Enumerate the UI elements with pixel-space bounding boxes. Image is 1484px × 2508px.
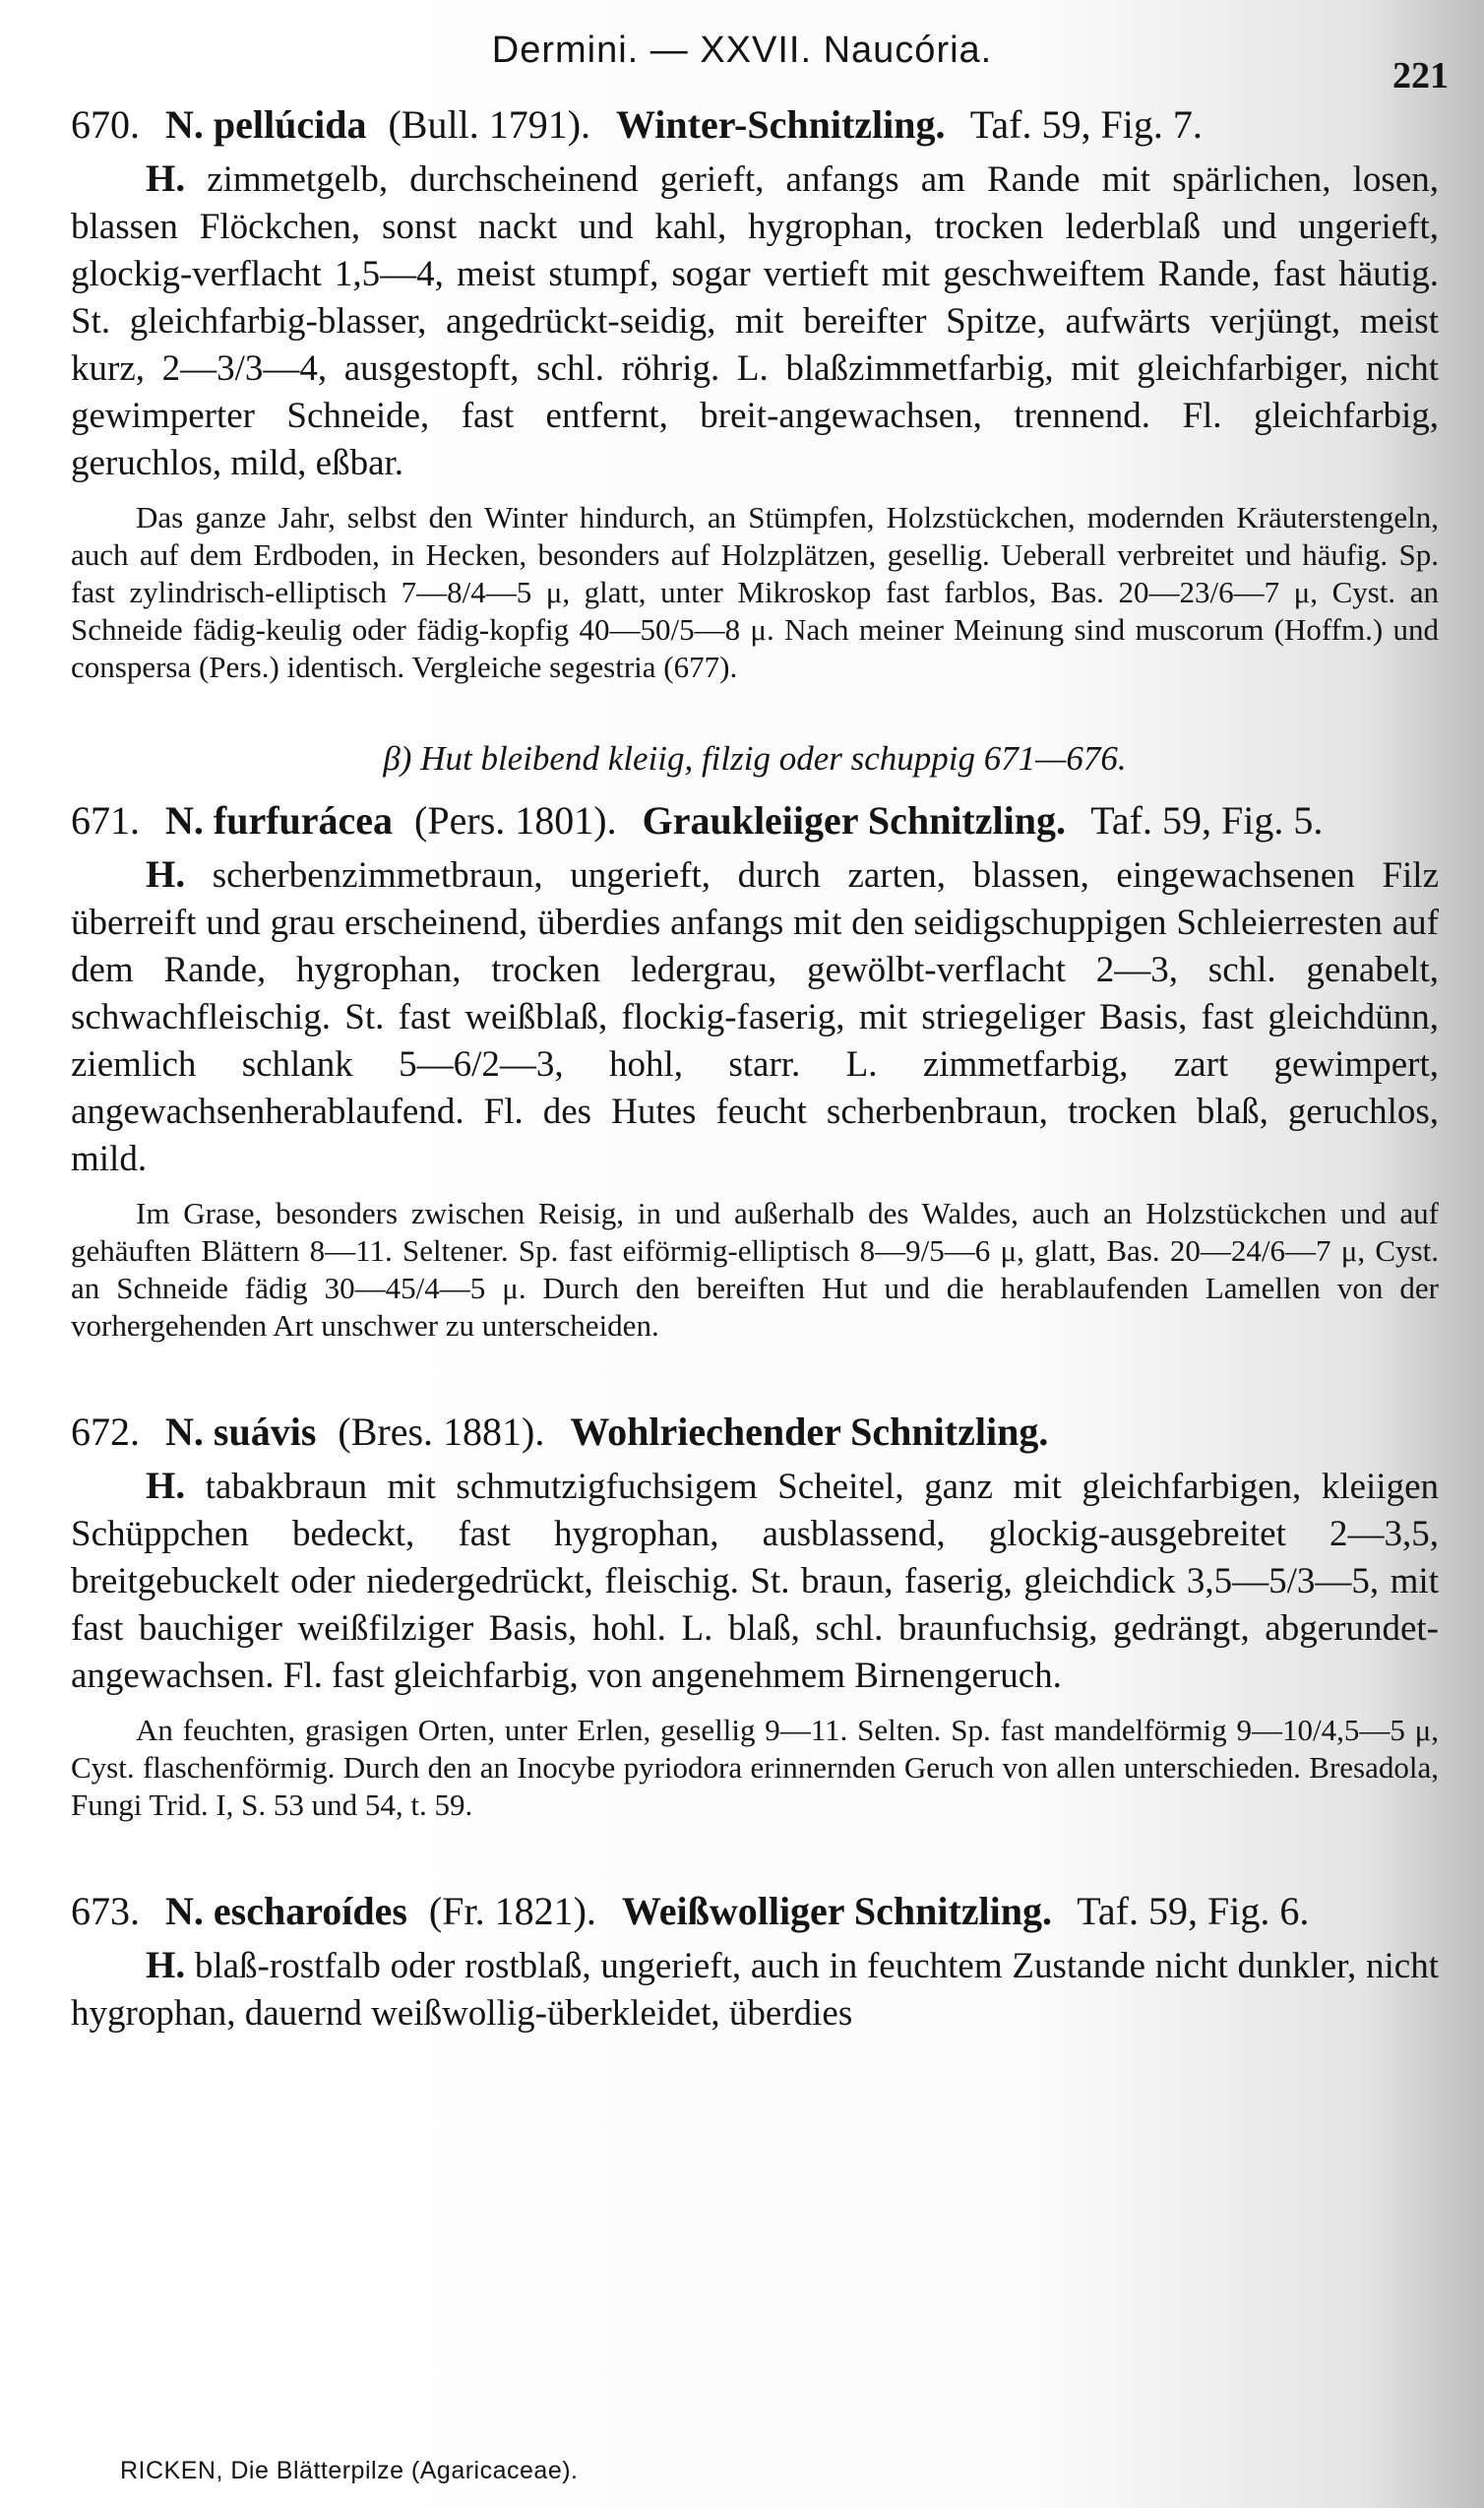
description-text: zimmetgelb, durchscheinend gerieft, anfangs am Rande mit spärlichen, losen, blassen Flöckchen, sonst nackt und kahl, hygrophan, trocken lederblaß und ungerieft, glockig-verflacht 1,5—4, meist stumpf, sogar vertieft mit geschweiftem Rande, fast häutig. St. gleichfarbig-blasser, angedrückt-seidig, mit bereifter Spitze, aufwärts verjüngt, meist kurz, 2—3/3—4, ausgestopft, schl. röhrig. L. blaßzimmetfarbig, mit gleichfarbiger, nicht gewimperter Schneide, fast entfernt, breit-angewachsen, trennend. Fl. gleichfarbig, geruchlos, mild, eßbar.: [71, 159, 1439, 483]
entry-heading: [71, 98, 1439, 152]
description-lead: H.: [146, 1465, 186, 1507]
entry-spacer: [71, 1345, 1439, 1406]
description-text: scherbenzimmetbraun, ungerieft, durch zarten, blassen, eingewachsenen Filz überreift und grau erscheinend, überdies anfangs mit den seidigschuppigen Schleierresten auf dem Rande, hygrophan, trocken ledergrau, gewölbt-verflacht 2—3, schl. genabelt, schwachfleischig. St. fast weißblaß, flockig-faserig, mit striegeliger Basis, fast gleichdünn, ziemlich schlank 5—6/2—3, hohl, starr. L. zimmetfarbig, zart gewimpert, angewachsenherablaufend. Fl. des Hutes feucht scherbenbraun, trocken blaß, geruchlos, mild.: [71, 855, 1439, 1179]
plate-reference: Taf. 59, Fig. 6.: [1077, 1889, 1310, 1933]
german-name: Graukleiiger Schnitzling.: [642, 798, 1066, 843]
german-name: Weißwolliger Schnitzling.: [621, 1889, 1052, 1933]
description: [71, 851, 1439, 1183]
entry-heading: [71, 1406, 1439, 1459]
german-name: Winter-Schnitzling.: [616, 102, 946, 147]
subsection-heading: β) Hut bleibend kleiig, filzig oder schuppig 671—676.: [383, 739, 1127, 778]
latin-name: N. suávis: [165, 1410, 317, 1454]
entry-heading: [71, 794, 1439, 847]
species-entry-671: [71, 794, 1439, 1345]
entry-number: 671.: [71, 798, 140, 843]
page-content: [71, 98, 1439, 2038]
description-lead: H.: [146, 853, 186, 896]
species-entry-670: [71, 98, 1439, 686]
ecology-note: Im Grase, besonders zwischen Reisig, in und außerhalb des Waldes, auch an Holzstückchen und auf gehäuften Blättern 8—11. Seltener. Sp. fast eiförmig-elliptisch 8—9/5—6 μ, glatt, Bas. 20—24/6—7 μ, Cyst. an Schneide fädig 30—45/4—5 μ. Durch den bereiften Hut und die herablaufenden Lamellen von der vorhergehenden Art unschwer zu unterscheiden.: [71, 1196, 1439, 1343]
species-entry-673: [71, 1885, 1439, 2038]
species-entry-672: [71, 1406, 1439, 1824]
author-citation: (Bres. 1881).: [338, 1410, 545, 1454]
entry-number: 673.: [71, 1889, 140, 1933]
description-lead: H.: [146, 1944, 186, 1986]
description-text: blaß-rostfalb oder rostblaß, ungerieft, auch in feuchtem Zustande nicht dunkler, nicht hygrophan, dauernd weißwollig-überkleidet, überdies: [71, 1946, 1439, 2034]
running-head: Dermini. — XXVII. Naucória.: [491, 30, 993, 71]
ecology-note: Das ganze Jahr, selbst den Winter hindurch, an Stümpfen, Holzstückchen, modernden Kräuterstengeln, auch auf dem Erdboden, in Hecken, besonders auf Holzplätzen, gesellig. Ueberall verbreitet und häufig. Sp. fast zylindrisch-elliptisch 7—8/4—5 μ, glatt, unter Mikroskop fast farblos, Bas. 20—23/6—7 μ, Cyst. an Schneide fädig-keulig oder fädig-kopfig 40—50/5—8 μ. Nach meiner Meinung sind muscorum (Hoffm.) und conspersa (Pers.) identisch. Vergleiche segestria (677).: [71, 500, 1439, 684]
description-lead: H.: [146, 157, 186, 200]
entry-number: 672.: [71, 1410, 140, 1454]
author-citation: (Fr. 1821).: [428, 1889, 596, 1933]
latin-name: N. escharoídes: [165, 1889, 407, 1933]
german-name: Wohlriechender Schnitzling.: [570, 1410, 1049, 1454]
description: [71, 156, 1439, 487]
author-citation: (Pers. 1801).: [414, 798, 617, 843]
plate-reference: Taf. 59, Fig. 7.: [969, 102, 1203, 147]
description: [71, 1942, 1439, 2038]
entry-number: 670.: [71, 102, 140, 147]
description: [71, 1463, 1439, 1700]
latin-name: N. pellúcida: [165, 102, 367, 147]
author-citation: (Bull. 1791).: [388, 102, 591, 147]
footer-signature: RICKEN, Die Blätterpilze (Agaricaceae).: [120, 2457, 579, 2484]
entry-heading: [71, 1885, 1439, 1938]
ecology-note: An feuchten, grasigen Orten, unter Erlen, gesellig 9—11. Selten. Sp. fast mandelförmig 9—10/4,5—5 μ, Cyst. flaschenförmig. Durch den an Inocybe pyriodora erinnernden Geruch von allen unterschieden. Bresadola, Fungi Trid. I, S. 53 und 54, t. 59.: [71, 1713, 1439, 1822]
description-text: tabakbraun mit schmutzigfuchsigem Scheitel, ganz mit gleichfarbigen, kleiigen Schüppchen bedeckt, fast hygrophan, ausblassend, glockig-ausgebreitet 2—3,5, breitgebuckelt oder niedergedrückt, fleischig. St. braun, faserig, gleichdick 3,5—5/3—5, mit fast bauchiger weißfilziger Basis, hohl. L. blaß, schl. braunfuchsig, gedrängt, abgerundet-angewachsen. Fl. fast gleichfarbig, von angenehmem Birnengeruch.: [71, 1467, 1440, 1696]
entry-spacer: [71, 1824, 1439, 1885]
plate-reference: Taf. 59, Fig. 5.: [1090, 798, 1324, 843]
page-number: 221: [1392, 55, 1449, 96]
latin-name: N. furfurácea: [165, 798, 394, 843]
